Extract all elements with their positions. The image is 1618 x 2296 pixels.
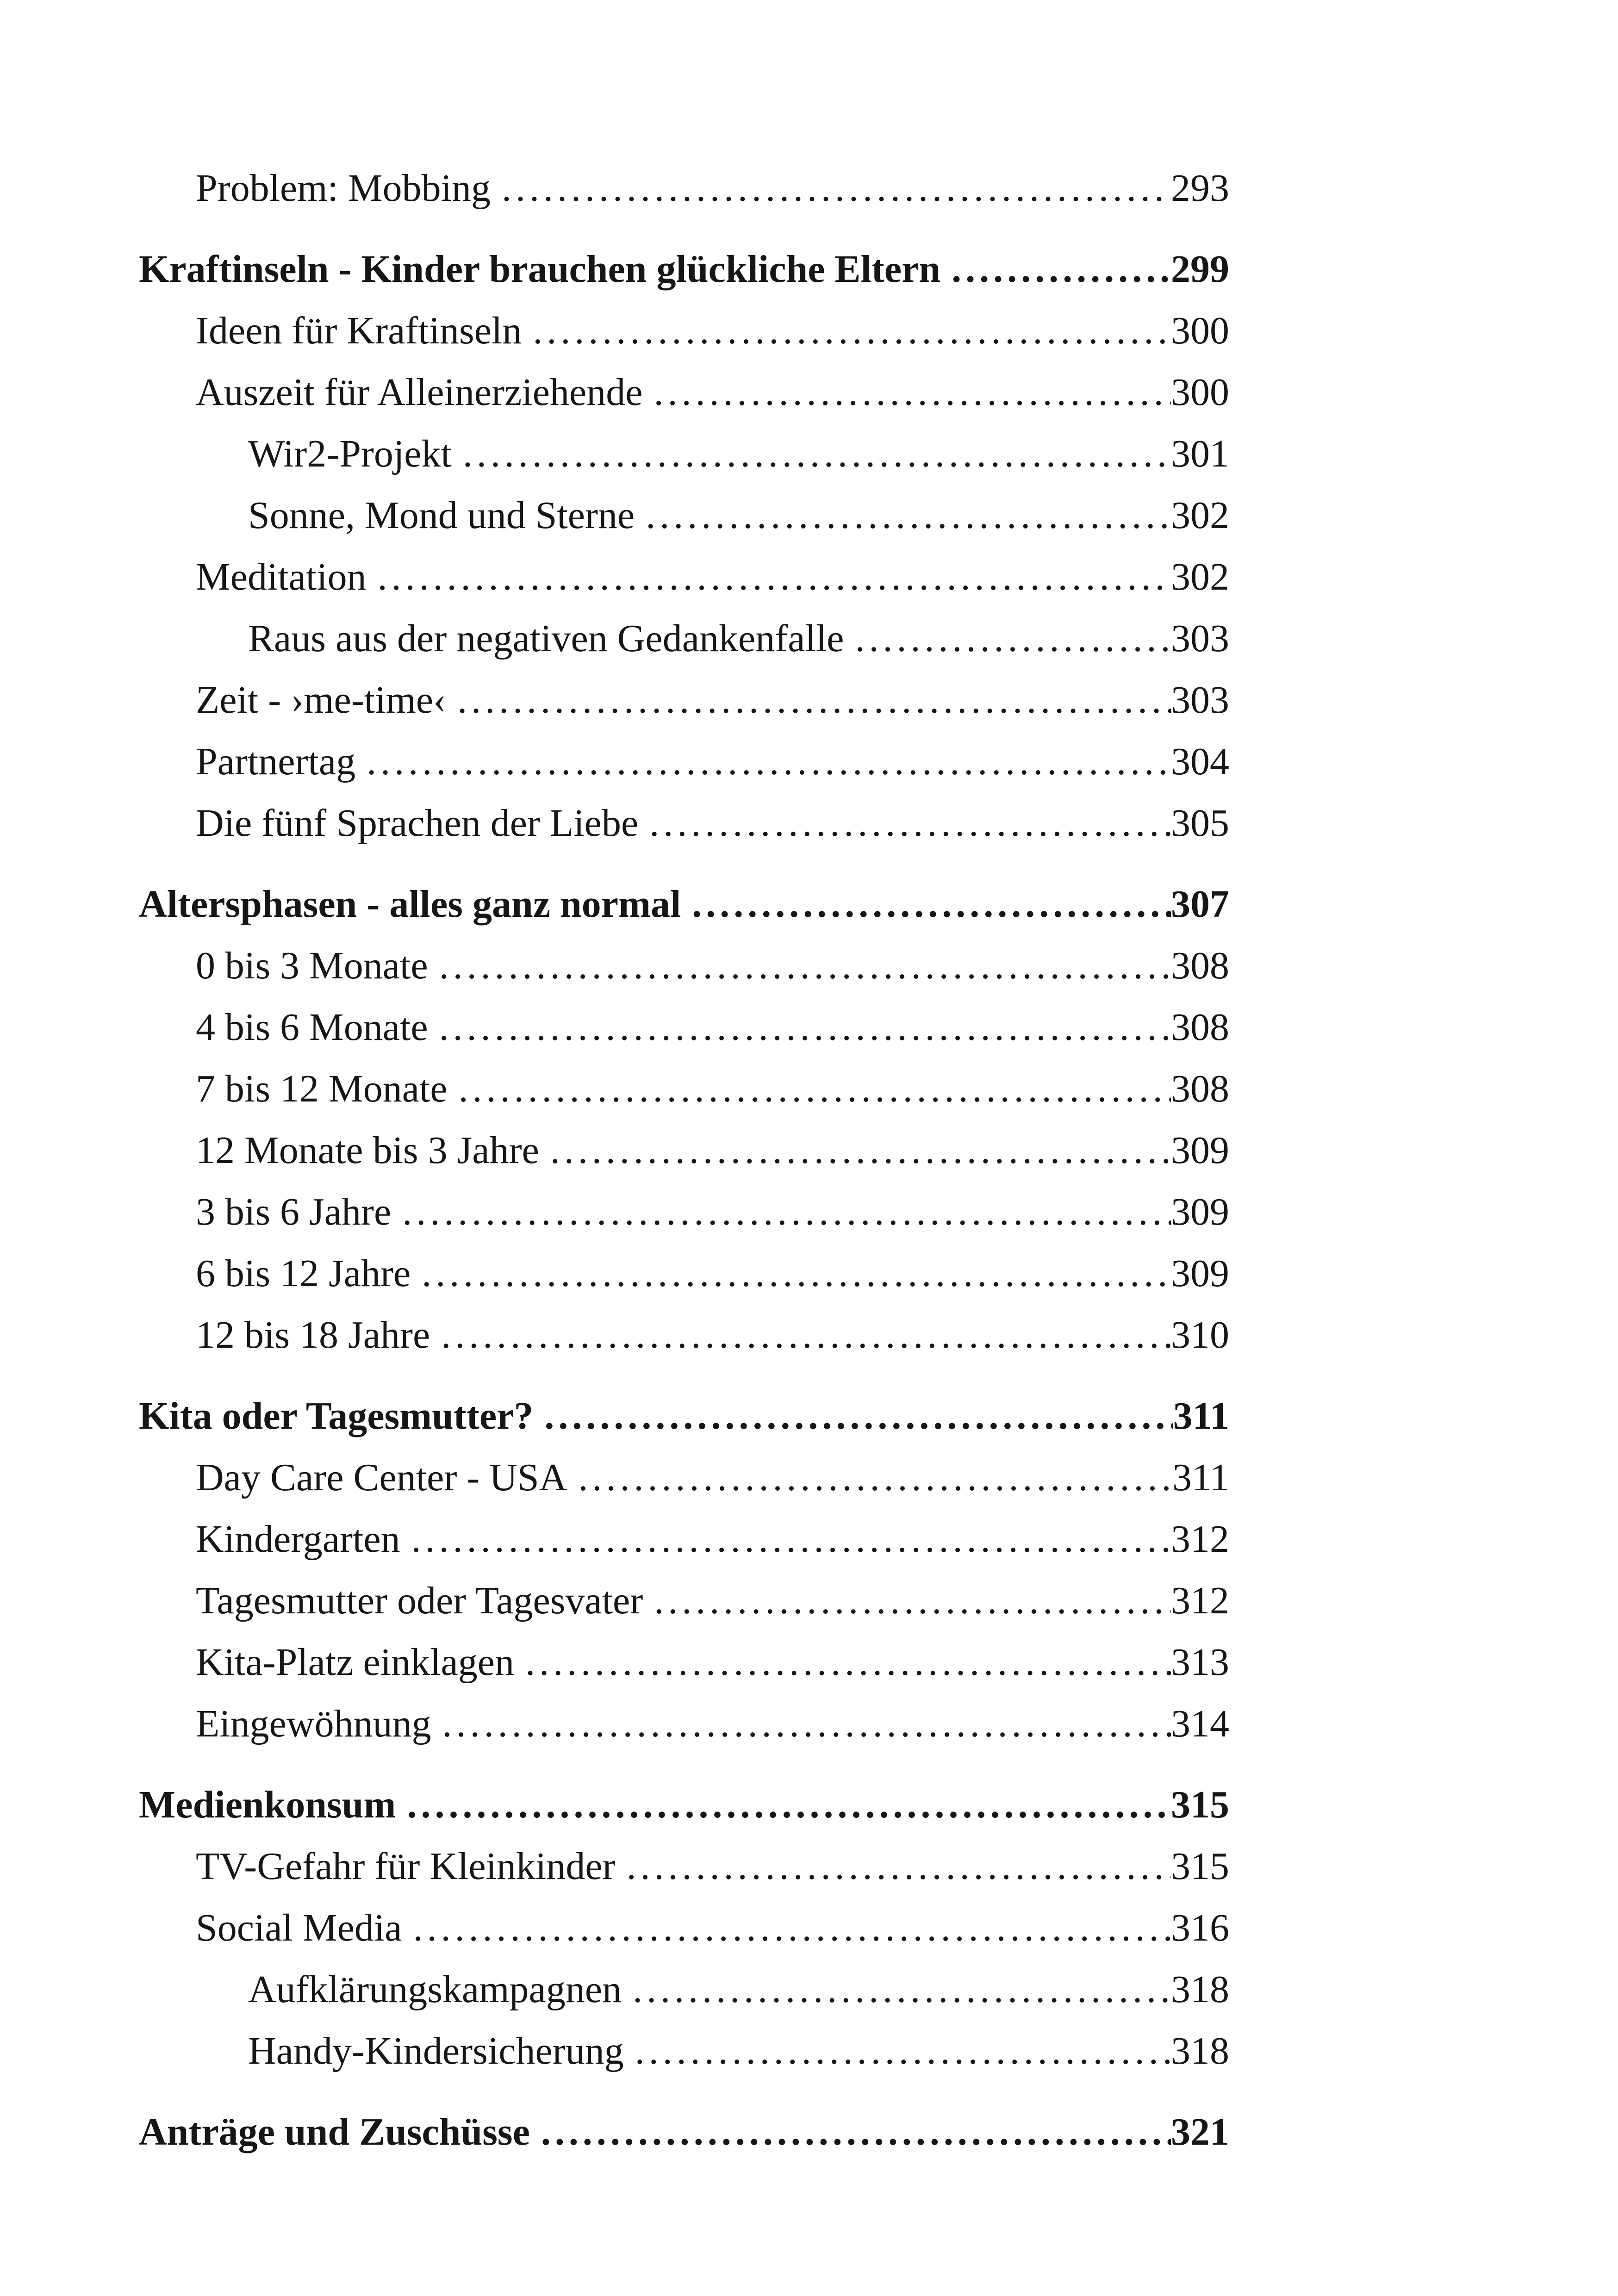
toc-entry-page: 301 [1171, 432, 1229, 475]
toc-entry-label: Handy-Kindersicherung [248, 2029, 624, 2072]
toc-entry-label: Zeit - ›me-time‹ [196, 678, 447, 722]
dot-leader [355, 731, 1171, 792]
toc-entry [139, 546, 1229, 608]
dot-leader [431, 1693, 1171, 1755]
toc-entry-page: 314 [1171, 1702, 1229, 1745]
toc-entry-label: Aufklärungskampagnen [248, 1968, 622, 2011]
toc-entry-label: Medienkonsum [139, 1783, 396, 1826]
toc-entry [139, 1385, 1229, 1447]
toc-entry-label: Social Media [196, 1906, 402, 1949]
toc-entry-label: Partnertag [196, 740, 356, 783]
toc-entry-page: 309 [1171, 1190, 1229, 1233]
toc-entry-label: Kita oder Tagesmutter? [139, 1394, 534, 1437]
toc-entry-label: Kindergarten [196, 1518, 400, 1561]
toc-entry-page: 303 [1171, 678, 1229, 722]
toc-entry [139, 485, 1229, 546]
toc-entry [139, 669, 1229, 731]
dot-leader [530, 2101, 1171, 2163]
toc-entry [139, 731, 1229, 792]
dot-leader [643, 361, 1171, 423]
toc-entry-label: Die fünf Sprachen der Liebe [196, 802, 639, 845]
toc-entry [139, 1508, 1229, 1570]
toc-entry-page: 310 [1171, 1313, 1229, 1356]
toc-entry [139, 238, 1229, 300]
dot-leader [430, 1304, 1171, 1366]
toc-entry-label: Anträge und Zuschüsse [139, 2110, 530, 2153]
dot-leader [567, 1447, 1172, 1508]
toc-entry [139, 1693, 1229, 1755]
toc-entry-page: 304 [1171, 740, 1229, 783]
toc-entry-label: Tagesmutter oder Tagesvater [196, 1579, 643, 1622]
toc-entry-page: 300 [1171, 309, 1229, 352]
toc-entry-label: Eingewöhnung [196, 1702, 431, 1745]
dot-leader [514, 1631, 1171, 1693]
dot-leader [624, 2020, 1171, 2082]
dot-leader [391, 1181, 1171, 1243]
dot-leader [533, 1385, 1173, 1447]
table-of-contents [139, 157, 1229, 2163]
toc-entry-page: 307 [1171, 883, 1229, 926]
toc-entry-label: 0 bis 3 Monate [196, 944, 428, 987]
toc-entry-page: 311 [1172, 1456, 1229, 1499]
toc-entry [139, 2020, 1229, 2082]
toc-entry [139, 1120, 1229, 1181]
toc-entry [139, 423, 1229, 485]
toc-entry-page: 308 [1171, 1067, 1229, 1110]
toc-entry-label: Wir2-Projekt [248, 432, 452, 475]
dot-leader [635, 485, 1171, 546]
toc-entry-label: Day Care Center - USA [196, 1456, 567, 1499]
dot-leader [402, 1897, 1171, 1959]
toc-entry-label: 6 bis 12 Jahre [196, 1252, 411, 1295]
toc-entry [139, 792, 1229, 854]
toc-entry-page: 318 [1171, 2029, 1229, 2072]
toc-entry-page: 308 [1171, 1006, 1229, 1049]
toc-entry-label: 7 bis 12 Monate [196, 1067, 448, 1110]
toc-entry-label: Altersphasen - alles ganz normal [139, 883, 681, 926]
toc-entry [139, 300, 1229, 361]
toc-entry [139, 1181, 1229, 1243]
toc-entry-page: 302 [1171, 555, 1229, 598]
toc-entry [139, 1304, 1229, 1366]
toc-entry-label: 4 bis 6 Monate [196, 1006, 428, 1049]
dot-leader [522, 300, 1171, 361]
dot-leader [844, 608, 1171, 669]
dot-leader [940, 238, 1171, 300]
toc-entry-label: Meditation [196, 555, 367, 598]
toc-entry [139, 1774, 1229, 1836]
dot-leader [491, 157, 1171, 219]
toc-entry-label: TV-Gefahr für Kleinkinder [196, 1845, 616, 1888]
dot-leader [428, 996, 1171, 1058]
toc-entry [139, 1631, 1229, 1693]
dot-leader [622, 1959, 1171, 2020]
toc-entry-page: 313 [1171, 1641, 1229, 1684]
toc-entry-page: 315 [1171, 1783, 1229, 1826]
toc-entry-page: 321 [1171, 2110, 1229, 2153]
toc-entry-label: Problem: Mobbing [196, 167, 491, 210]
toc-entry-label: 12 bis 18 Jahre [196, 1313, 430, 1356]
toc-entry-label: Auszeit für Alleinerziehende [196, 371, 643, 414]
dot-leader [638, 792, 1171, 854]
dot-leader [643, 1570, 1171, 1631]
toc-entry-page: 318 [1171, 1968, 1229, 2011]
dot-leader [448, 1058, 1171, 1120]
dot-leader [396, 1774, 1171, 1836]
toc-entry-page: 308 [1171, 944, 1229, 987]
dot-leader [539, 1120, 1171, 1181]
dot-leader [681, 873, 1171, 935]
toc-entry-page: 316 [1171, 1906, 1229, 1949]
dot-leader [616, 1836, 1171, 1897]
toc-entry [139, 1447, 1229, 1508]
toc-entry-page: 302 [1171, 494, 1229, 537]
toc-entry-label: Sonne, Mond und Sterne [248, 494, 635, 537]
toc-entry-page: 303 [1171, 617, 1229, 660]
toc-entry-page: 299 [1171, 248, 1229, 291]
toc-entry [139, 935, 1229, 996]
toc-entry [139, 1243, 1229, 1304]
toc-entry-page: 311 [1173, 1394, 1229, 1437]
dot-leader [411, 1243, 1171, 1304]
toc-entry-label: 12 Monate bis 3 Jahre [196, 1129, 539, 1172]
toc-entry-label: Kita-Platz einklagen [196, 1641, 515, 1684]
toc-entry [139, 157, 1229, 219]
toc-entry [139, 1897, 1229, 1959]
toc-entry [139, 1570, 1229, 1631]
toc-entry-page: 312 [1171, 1579, 1229, 1622]
toc-entry-page: 309 [1171, 1129, 1229, 1172]
toc-entry [139, 2101, 1229, 2163]
toc-entry-page: 300 [1171, 371, 1229, 414]
toc-entry-page: 293 [1171, 167, 1229, 210]
dot-leader [400, 1508, 1171, 1570]
toc-entry [139, 996, 1229, 1058]
dot-leader [446, 669, 1171, 731]
dot-leader [367, 546, 1171, 608]
toc-entry-page: 305 [1171, 802, 1229, 845]
toc-entry [139, 1959, 1229, 2020]
toc-entry [139, 361, 1229, 423]
dot-leader [452, 423, 1171, 485]
toc-entry-label: Ideen für Kraftinseln [196, 309, 522, 352]
toc-entry-label: Kraftinseln - Kinder brauchen glückliche Eltern [139, 248, 941, 291]
toc-entry-label: Raus aus der negativen Gedankenfalle [248, 617, 844, 660]
toc-entry [139, 608, 1229, 669]
toc-entry [139, 1058, 1229, 1120]
toc-entry [139, 1836, 1229, 1897]
toc-entry-label: 3 bis 6 Jahre [196, 1190, 392, 1233]
toc-entry [139, 873, 1229, 935]
toc-entry-page: 312 [1171, 1518, 1229, 1561]
toc-entry-page: 309 [1171, 1252, 1229, 1295]
toc-entry-page: 315 [1171, 1845, 1229, 1888]
dot-leader [428, 935, 1171, 996]
